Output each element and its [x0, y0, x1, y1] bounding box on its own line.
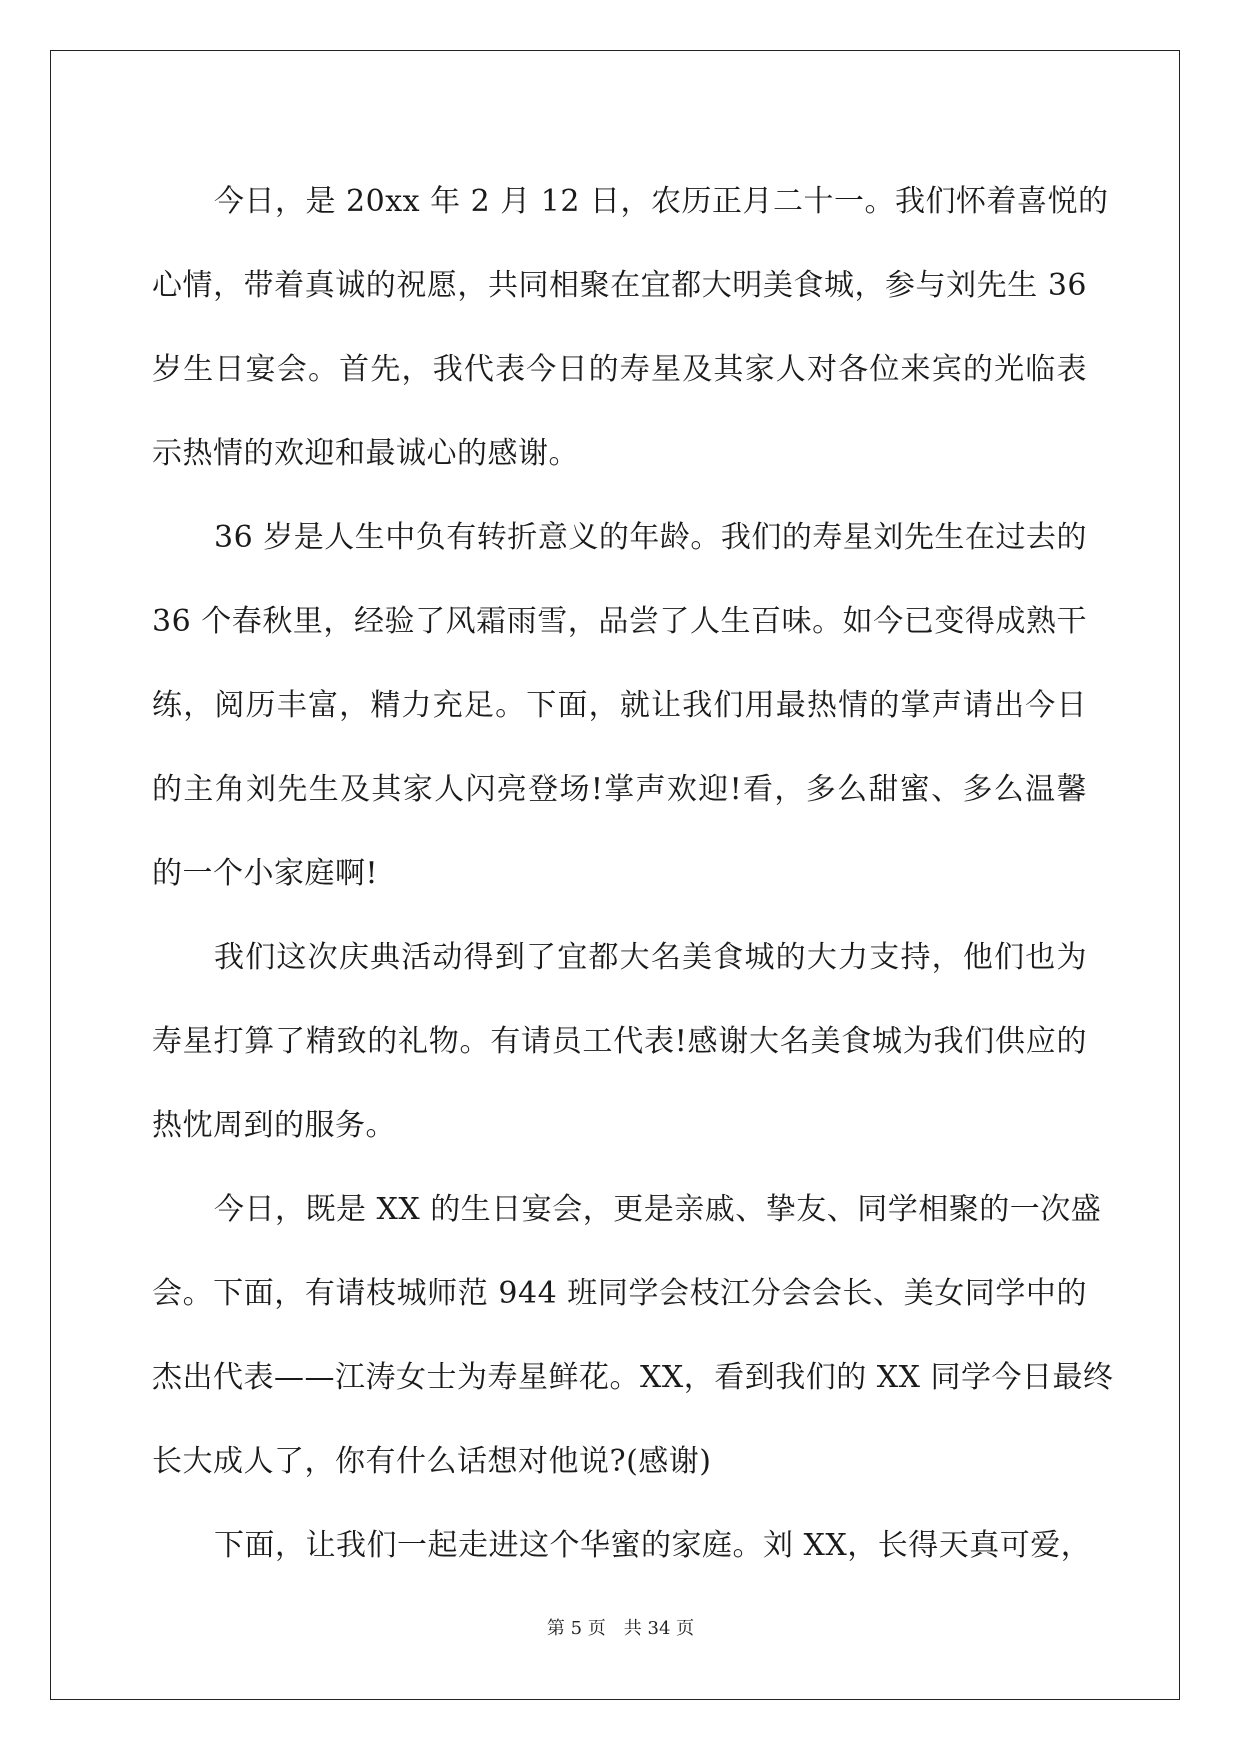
text-line: 36 岁是人生中负有转折意义的年龄。我们的寿星刘先生在过去的	[214, 520, 1087, 555]
text-line: 寿星打算了精致的礼物。有请员工代表!感谢大名美食城为我们供应的	[152, 1024, 1087, 1059]
text-line: 今日，既是 XX 的生日宴会，更是亲戚、挚友、同学相聚的一次盛	[214, 1192, 1102, 1227]
document-body	[152, 160, 1114, 1588]
text-line: 练，阅历丰富，精力充足。下面，就让我们用最热情的掌声请出今日	[152, 688, 1087, 723]
page-number: 第 5 页	[546, 1618, 606, 1639]
text-line: 的主角刘先生及其家人闪亮登场!掌声欢迎!看，多么甜蜜、多么温馨	[152, 772, 1087, 807]
text-line: 岁生日宴会。首先，我代表今日的寿星及其家人对各位来宾的光临表	[152, 352, 1087, 387]
text-line: 36 个春秋里，经验了风霜雨雪，品尝了人生百味。如今已变得成熟干	[152, 604, 1087, 639]
text-line: 今日，是 20xx 年 2 月 12 日，农历正月二十一。我们怀着喜悦的	[214, 184, 1109, 219]
text-line: 杰出代表——江涛女士为寿星鲜花。XX，看到我们的 XX 同学今日最终	[152, 1360, 1114, 1395]
text-line: 我们这次庆典活动得到了宜都大名美食城的大力支持，他们也为	[214, 940, 1087, 975]
page-footer	[0, 1617, 1241, 1641]
total-pages: 共 34 页	[623, 1618, 695, 1639]
text-line: 示热情的欢迎和最诚心的感谢。	[152, 436, 579, 471]
text-line: 会。下面，有请枝城师范 944 班同学会枝江分会会长、美女同学中的	[152, 1276, 1087, 1311]
text-line: 心情，带着真诚的祝愿，共同相聚在宜都大明美食城，参与刘先生 36	[152, 268, 1087, 303]
text-line: 下面，让我们一起走进这个华蜜的家庭。刘 XX，长得天真可爱，	[214, 1528, 1092, 1563]
text-line: 长大成人了，你有什么话想对他说?(感谢)	[152, 1444, 712, 1479]
text-line: 热忱周到的服务。	[152, 1108, 396, 1143]
text-line: 的一个小家庭啊!	[152, 856, 379, 891]
